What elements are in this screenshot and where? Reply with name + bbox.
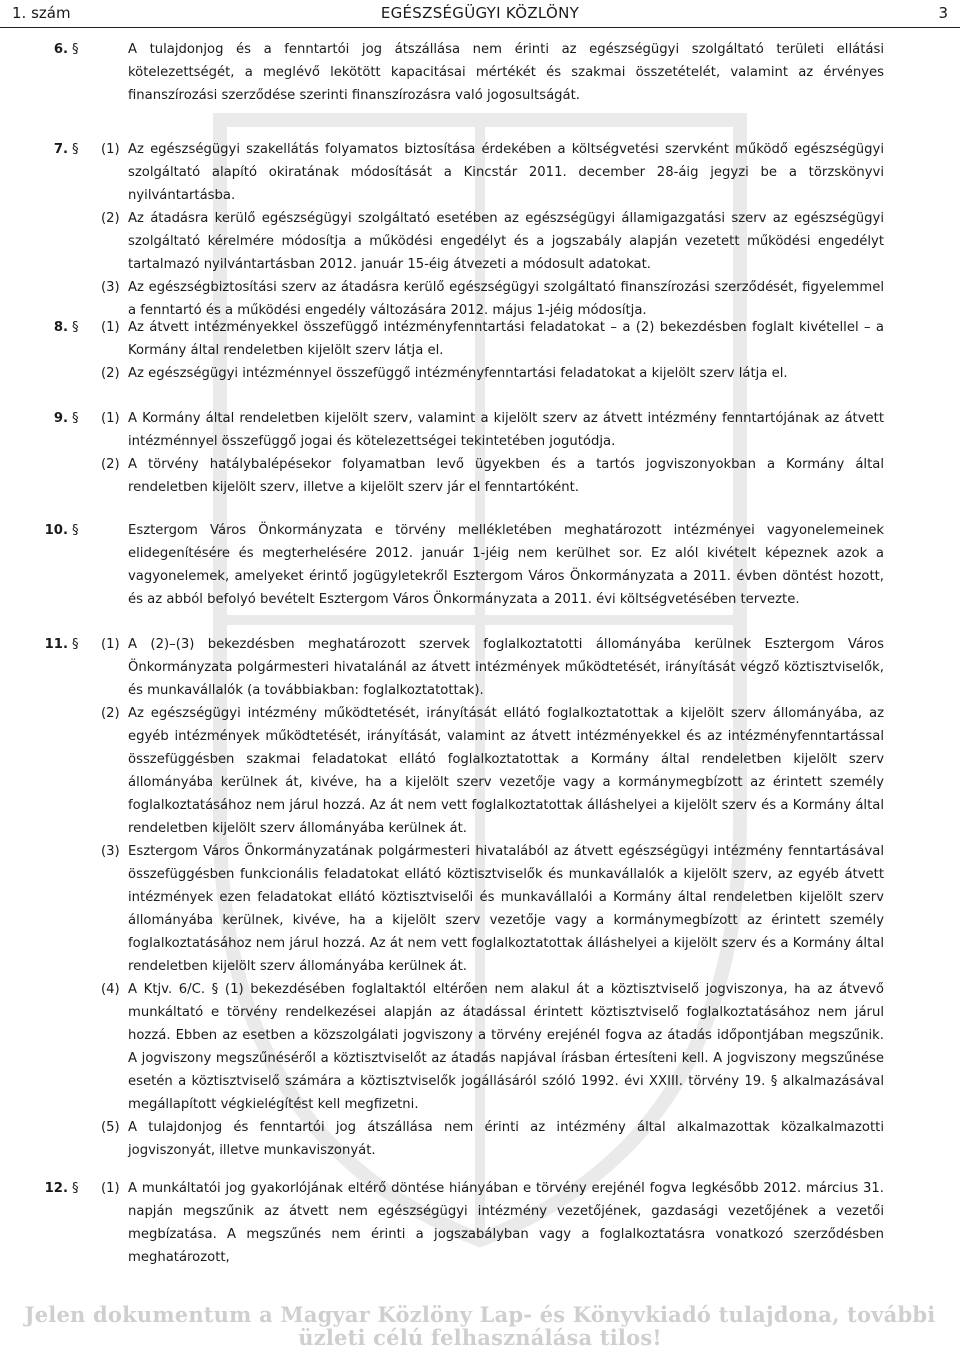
paragraph <box>0 316 960 362</box>
paragraph-number: (2) <box>101 366 120 381</box>
section-number: 6. <box>53 42 68 57</box>
paragraph-text: Az egészségbiztosítási szerv az átadásra kerülő egészségügyi szolgáltató finanszírozási szerződését, figyelemmel a fenntartó és a működési engedély változására 2012. május 1-jéig módosítja. <box>128 280 884 318</box>
section-sign: § <box>72 142 79 157</box>
paragraph-text: A Kormány által rendeletben kijelölt szerv, valamint a kijelölt szerv az átvett intézmény fenntartójának az átvett intézménnyel összefüggő jogai és kötelezettségei tekintetében jogutódja. <box>128 411 884 449</box>
paragraph-number: (1) <box>101 142 120 157</box>
paragraph-text: Esztergom Város Önkormányzatának polgármesteri hivatalából az átvett egészségügyi intézmény fenntartásával összefüggésben funkcionális feladatokat ellátó köztisztviselők és munkavállalók a kijelölt szerv, az egyéb átvett intézmények ezen feladatokat ellátó köztisztviselői és munkavállalói a Kormány által rendeletben kijelölt szerv állományába kerülnek, kivéve, ha a kijelölt szerv vezetője vagy a kormánymegbízott az érintett személy foglalkoztatásához nem járul hozzá. Az át nem vett foglalkoztatottak álláshelyei a kijelölt szerv és a Kormány által rendeletben kijelölt szerv állományába kerülnek át. <box>128 844 884 974</box>
paragraph-number: (2) <box>101 457 120 472</box>
section-sign: § <box>72 637 79 652</box>
paragraph <box>0 138 960 207</box>
paragraph-text: A munkáltatói jog gyakorlójának eltérő döntése hiányában e törvény erejénél fogva legkésőbb 2012. március 31. napján megszűnik az átvett nem egészségügyi intézmény vezetőjének, gazdasági vezetőjének a vezetői megbízatása. A megszűnés nem érinti a jogszabályban vagy a foglalkoztatásra vonatkozó szerződésben meghatározott, <box>128 1181 884 1265</box>
paragraph-text: Az egészségügyi intézmény működtetését, irányítását ellátó foglalkoztatottak a kijelölt szerv állományába, az egyéb intézmények működtetését, irányítását, valamint az átvett intézményekkel és az intézményfenntartással összefüggésben szakmai feladatokat ellátó foglalkoztatottak a Kormány által rendeletben kijelölt szerv állományába kerülnek át, kivéve, ha a kijelölt szerv vezetője vagy a kormánymegbízott az érintett személy foglalkoztatásához nem járul hozzá. Az át nem vett foglalkoztatottak álláshelyei a kijelölt szerv és a Kormány által rendeletben kijelölt szerv állományába kerülnek át. <box>128 706 884 836</box>
section-sign: § <box>72 1181 79 1196</box>
issue-number: 1. szám <box>12 4 71 22</box>
paragraph-number: (5) <box>101 1120 120 1135</box>
section-number: 8. <box>53 320 68 335</box>
paragraph-number: (4) <box>101 982 120 997</box>
section-9 <box>0 407 960 499</box>
section-12 <box>0 1177 960 1269</box>
section-6 <box>0 38 960 107</box>
section-sign: § <box>72 42 79 57</box>
paragraph <box>0 840 960 978</box>
paragraph-text: A tulajdonjog és fenntartói jog átszállása nem érinti az intézmény által alkalmazottak közalkalmazotti jogviszonyát, illetve munkaviszonyát. <box>128 1120 884 1158</box>
section-sign: § <box>72 320 79 335</box>
paragraph-number: (3) <box>101 280 120 295</box>
paragraph-number: (2) <box>101 211 120 226</box>
section-text: Esztergom Város Önkormányzata e törvény mellékletében meghatározott intézményei vagyonelemeinek elidegenítésére és megterhelésére 2012. január 1-jéig nem kerülhet sor. Ez alól kivételt képeznek azok a vagyonelemek, amelyeket érintő jogügyletekről Esztergom Város Önkormányzata a 2011. évben döntést hozott, és az abból befolyó bevételt Esztergom Város Önkormányzata a 2011. évi költségvetésében tervezte. <box>128 523 884 607</box>
paragraph <box>0 362 960 385</box>
paragraph-text: Az átadásra kerülő egészségügyi szolgáltató esetében az egészségügyi államigazgatási szerv az egészségügyi szolgáltató kérelmére módosítja a működési engedélyt és a jogszabály alapján vezetett működési engedélyt tartalmazó nyilvántartásban 2012. január 15-éig átvezeti a módosult adatokat. <box>128 211 884 272</box>
section-number: 9. <box>53 411 68 426</box>
section-number: 12. <box>44 1181 68 1196</box>
paragraph <box>0 702 960 840</box>
paragraph-text: A törvény hatálybalépésekor folyamatban levő ügyekben és a tartós jogviszonyokban a Kormány által rendeletben kijelölt szerv, illetve a kijelölt szerv jár el fenntartóként. <box>128 457 884 495</box>
section-sign: § <box>72 411 79 426</box>
paragraph <box>0 1177 960 1269</box>
section-10 <box>0 519 960 611</box>
journal-title: EGÉSZSÉGÜGYI KÖZLÖNY <box>380 4 580 22</box>
section-7 <box>0 138 960 322</box>
section-number: 11. <box>44 637 68 652</box>
paragraph-number: (1) <box>101 637 120 652</box>
paragraph-number: (3) <box>101 844 120 859</box>
paragraph <box>0 207 960 276</box>
page-number: 3 <box>938 4 948 22</box>
paragraph-number: (1) <box>101 1181 120 1196</box>
paragraph-number: (1) <box>101 320 120 335</box>
section-number: 10. <box>44 523 68 538</box>
section-number: 7. <box>53 142 68 157</box>
paragraph <box>0 633 960 702</box>
paragraph <box>0 453 960 499</box>
paragraph-text: Az átvett intézményekkel összefüggő intézményfenntartási feladatokat – a (2) bekezdésben foglalt kivétellel – a Kormány által rendeletben kijelölt szerv látja el. <box>128 320 884 358</box>
copyright-notice: Jelen dokumentum a Magyar Közlöny Lap- és Könyvkiadó tulajdona, további üzleti célú felhasználása tilos! <box>24 1302 936 1350</box>
paragraph-number: (2) <box>101 706 120 721</box>
paragraph <box>0 978 960 1116</box>
section-8 <box>0 316 960 385</box>
paragraph-text: Az egészségügyi intézménnyel összefüggő intézményfenntartási feladatokat a kijelölt szerv látja el. <box>128 366 788 381</box>
paragraph <box>0 1116 960 1162</box>
paragraph <box>0 407 960 453</box>
paragraph-text: A (2)–(3) bekezdésben meghatározott szervek foglalkoztatotti állományába kerülnek Esztergom Város Önkormányzata polgármesteri hivatalánál az átvett intézmények működtetését, irányítását végző köztisztviselők, és munkavállalók (a továbbiakban: foglalkoztatottak). <box>128 637 884 698</box>
paragraph-number: (1) <box>101 411 120 426</box>
section-11 <box>0 633 960 1162</box>
section-text: A tulajdonjog és a fenntartói jog átszállása nem érinti az egészségügyi szolgáltató területi ellátási kötelezettségét, a meglévő lekötött kapacitásai mértékét és szakmai összetételét, valamint az érvényes finanszírozási szerződése szerinti finanszírozásra való jogosultságát. <box>128 42 884 103</box>
section-sign: § <box>72 523 79 538</box>
paragraph-text: Az egészségügyi szakellátás folyamatos biztosítása érdekében a költségvetési szervként működő egészségügyi szolgáltató alapító okiratának módosítását a Kincstár 2011. december 28-áig jegyzi be a törzskönyvi nyilvántartásba. <box>128 142 884 203</box>
paragraph-text: A Ktjv. 6/C. § (1) bekezdésében foglaltaktól eltérően nem alakul át a köztisztviselő jogviszonya, ha az átvevő munkáltató e törvény rendelkezései alapján az átadással érintett köztisztviselő foglalkoztatásához nem járul hozzá. Ebben az esetben a közszolgálati jogviszony a törvény erejénél fogva az átadás időpontjában megszűnik. A jogviszony megszűnéséről a köztisztviselőt az átadás napjával írásban értesíteni kell. A jogviszony megszűnése esetén a köztisztviselő számára a köztisztviselők jogállásáról szóló 1992. évi XXIII. törvény 19. § alkalmazásával megállapított végkielégítést kell megfizetni. <box>128 982 884 1112</box>
page-header <box>0 0 960 28</box>
